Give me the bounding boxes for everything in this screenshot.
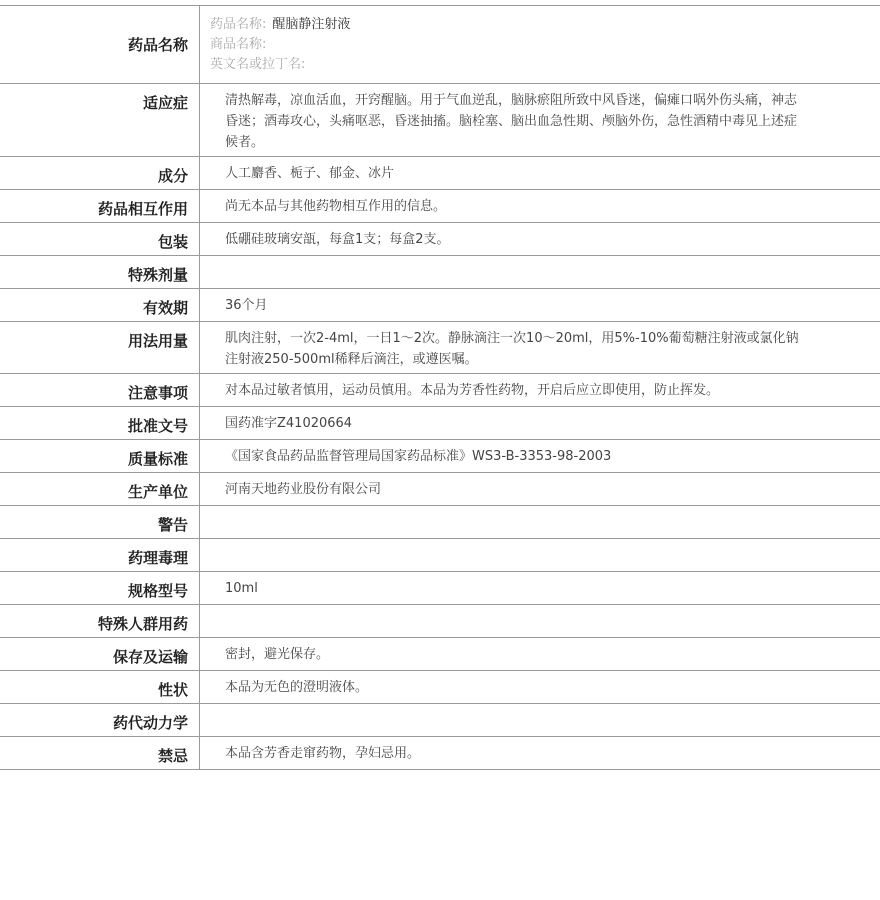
row-value: 《国家食品药品监督管理局国家药品标准》WS3-B-3353-98-2003 <box>225 449 612 464</box>
row-value: 肌肉注射，一次2-4ml，一日1～2次。静脉滴注一次10～20ml，用5%-10%葡萄糖注射液或氯化钠注射液250-500ml稀释后滴注，或遵医嘱。 <box>225 331 799 367</box>
row-label: 药理毒理 <box>0 539 200 571</box>
table-row-indications <box>0 84 880 157</box>
row-value <box>200 256 880 288</box>
row-value: 低硼硅玻璃安瓿，每盒1支；每盒2支。 <box>225 232 450 247</box>
row-value <box>200 6 880 83</box>
row-value: 河南天地药业股份有限公司 <box>225 482 382 497</box>
table-row-packaging <box>0 223 880 256</box>
row-label: 性状 <box>0 671 200 703</box>
table-row-shelf-life <box>0 289 880 322</box>
table-row-drug-name <box>0 6 880 84</box>
row-label: 禁忌 <box>0 737 200 769</box>
row-label: 药代动力学 <box>0 704 200 736</box>
row-label: 成分 <box>0 157 200 189</box>
row-value: 对本品过敏者慎用，运动员慎用。本品为芳香性药物，开启后应立即使用，防止挥发。 <box>225 383 720 398</box>
row-label: 包装 <box>0 223 200 255</box>
table-row-specification <box>0 572 880 605</box>
row-label: 药品名称 <box>0 6 200 83</box>
table-row-warning <box>0 506 880 539</box>
generic-name-value: 醒脑静注射液 <box>272 17 351 32</box>
row-value <box>200 539 880 571</box>
drug-info-table <box>0 5 880 770</box>
table-row-pharmacology <box>0 539 880 572</box>
row-value: 密封，避光保存。 <box>225 647 330 662</box>
row-value: 清热解毒，凉血活血，开窍醒脑。用于气血逆乱，脑脉瘀阻所致中风昏迷，偏瘫口㖞外伤头痛，神志昏迷；酒毒攻心，头痛呕恶，昏迷抽搐。脑栓塞、脑出血急性期、颅脑外伤，急性酒精中毒见上述症候者。 <box>225 93 798 150</box>
row-label: 注意事项 <box>0 374 200 406</box>
table-row-usage-dosage <box>0 322 880 374</box>
table-row-storage <box>0 638 880 671</box>
row-value <box>200 506 880 538</box>
generic-name-key: 药品名称: <box>210 17 267 32</box>
table-row-quality-standard <box>0 440 880 473</box>
table-row-contraindications <box>0 737 880 770</box>
row-label: 生产单位 <box>0 473 200 505</box>
generic-name-line <box>210 15 860 35</box>
row-label: 适应症 <box>0 84 200 156</box>
row-label: 特殊人群用药 <box>0 605 200 637</box>
table-row-ingredients <box>0 157 880 190</box>
row-value: 人工麝香、栀子、郁金、冰片 <box>225 166 395 181</box>
row-label: 用法用量 <box>0 322 200 373</box>
table-row-special-dosage <box>0 256 880 289</box>
row-label: 药品相互作用 <box>0 190 200 222</box>
row-value <box>200 605 880 637</box>
table-row-special-populations <box>0 605 880 638</box>
table-row-pharmacokinetics <box>0 704 880 737</box>
row-label: 警告 <box>0 506 200 538</box>
row-value: 36个月 <box>225 298 268 313</box>
table-row-interactions <box>0 190 880 223</box>
row-label: 质量标准 <box>0 440 200 472</box>
table-row-manufacturer <box>0 473 880 506</box>
trade-name-line <box>210 35 860 55</box>
row-value: 10ml <box>225 581 258 596</box>
row-value: 国药准字Z41020664 <box>225 416 353 431</box>
table-row-approval-number <box>0 407 880 440</box>
row-label: 有效期 <box>0 289 200 321</box>
table-row-description <box>0 671 880 704</box>
row-value: 本品含芳香走窜药物，孕妇忌用。 <box>225 746 421 761</box>
table-row-precautions <box>0 374 880 407</box>
row-label: 特殊剂量 <box>0 256 200 288</box>
row-value: 尚无本品与其他药物相互作用的信息。 <box>225 199 447 214</box>
row-label: 批准文号 <box>0 407 200 439</box>
row-label: 保存及运输 <box>0 638 200 670</box>
english-name-line <box>210 55 860 75</box>
row-label: 规格型号 <box>0 572 200 604</box>
row-value: 本品为无色的澄明液体。 <box>225 680 369 695</box>
row-value <box>200 704 880 736</box>
english-name-key: 英文名或拉丁名: <box>210 57 306 72</box>
trade-name-key: 商品名称: <box>210 37 267 52</box>
